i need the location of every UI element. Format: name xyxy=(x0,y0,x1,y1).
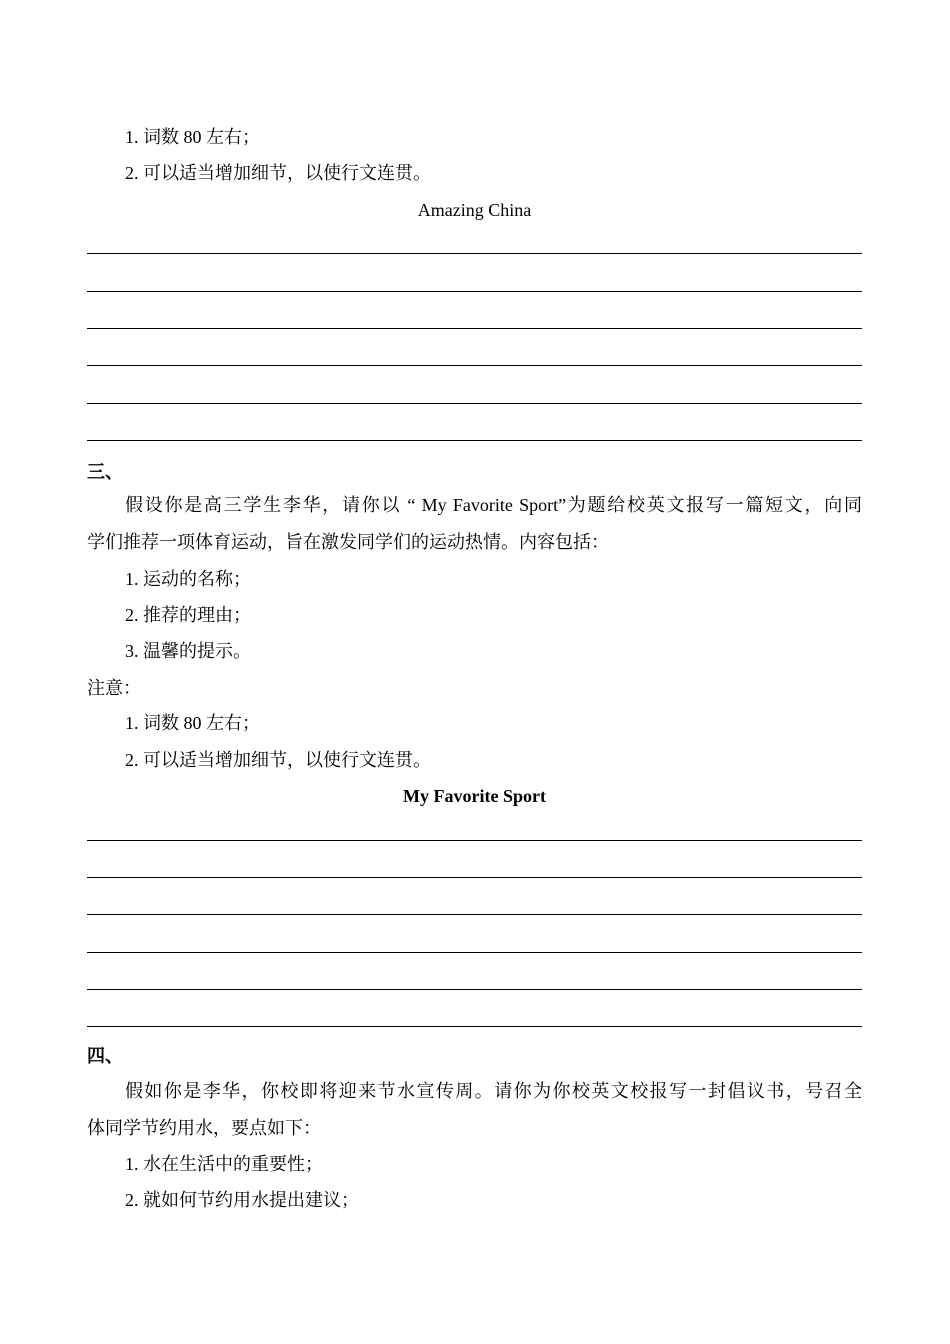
note-add-details: 2. 可以适当增加细节，以使行文连贯。 xyxy=(125,163,431,183)
answer-line xyxy=(87,328,862,329)
prompt-text-line: 体同学节约用水，要点如下： xyxy=(87,1118,321,1138)
answer-line xyxy=(87,877,862,878)
prompt-text-line: 假设你是高三学生李华，请你以 “ My Favorite Sport”为题给校英文报写一篇短文，向同 xyxy=(125,495,862,515)
note-word-count: 1. 词数 80 左右； xyxy=(125,127,260,147)
prompt-text-line: 学们推荐一项体育运动，旨在激发同学们的运动热情。内容包括： xyxy=(87,532,609,552)
content-point: 1. 运动的名称； xyxy=(125,569,251,589)
content-point: 2. 推荐的理由； xyxy=(125,605,251,625)
answer-line xyxy=(87,1026,862,1027)
content-point: 3. 温馨的提示。 xyxy=(125,641,251,661)
essay-title-my-favorite-sport: My Favorite Sport xyxy=(403,786,546,806)
answer-line xyxy=(87,440,862,441)
answer-line xyxy=(87,952,862,953)
content-point: 1. 水在生活中的重要性； xyxy=(125,1154,323,1174)
answer-line xyxy=(87,840,862,841)
answer-line xyxy=(87,253,862,254)
answer-line xyxy=(87,365,862,366)
section-heading-three: 三、 xyxy=(87,462,123,482)
answer-line xyxy=(87,291,862,292)
answer-line xyxy=(87,914,862,915)
section-heading-four: 四、 xyxy=(87,1046,123,1066)
content-point: 2. 就如何节约用水提出建议； xyxy=(125,1190,359,1210)
answer-line xyxy=(87,989,862,990)
prompt-text-line: 假如你是李华，你校即将迎来节水宣传周。请你为你校英文校报写一封倡议书，号召全 xyxy=(125,1081,862,1101)
note-label: 注意： xyxy=(87,678,141,698)
note-word-count: 1. 词数 80 左右； xyxy=(125,713,260,733)
essay-title-amazing-china: Amazing China xyxy=(417,200,532,220)
answer-line xyxy=(87,403,862,404)
note-add-details: 2. 可以适当增加细节，以使行文连贯。 xyxy=(125,750,431,770)
